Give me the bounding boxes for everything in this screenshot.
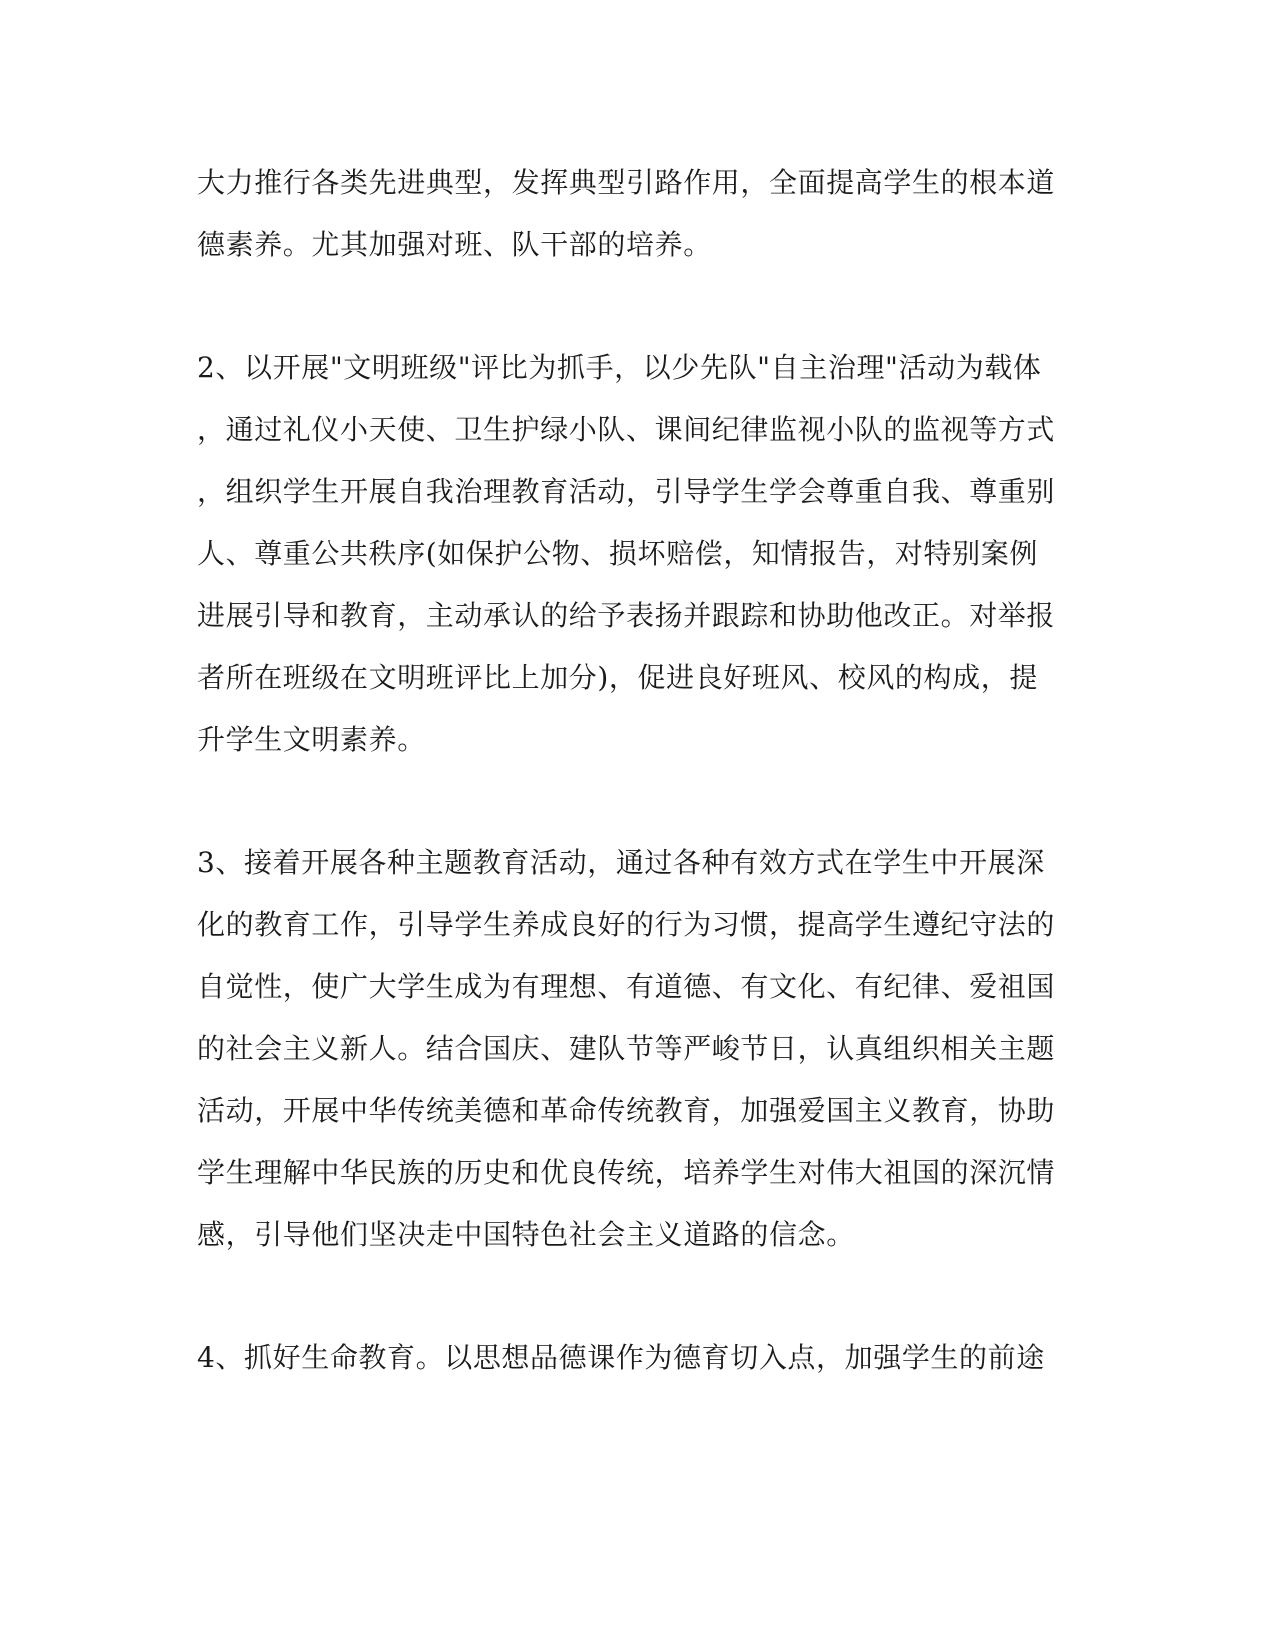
paragraph-3-line-7: 感，引导他们坚决走中国特色社会主义道路的信念。 (197, 1218, 855, 1251)
paragraph-3-line-6: 学生理解中华民族的历史和优良传统，培养学生对伟大祖国的深沉情 (197, 1156, 1056, 1189)
paragraph-3-line-5: 活动，开展中华传统美德和革命传统教育，加强爱国主义教育，协助 (197, 1094, 1056, 1127)
paragraph-3-line-2: 化的教育工作，引导学生养成良好的行为习惯，提高学生遵纪守法的 (197, 908, 1056, 941)
paragraph-3-line-4: 的社会主义新人。结合国庆、建队节等严峻节日，认真组织相关主题 (197, 1032, 1056, 1065)
paragraph-2-line-2: ，通过礼仪小天使、卫生护绿小队、课间纪律监视小队的监视等方式 (197, 413, 1056, 446)
paragraph-2-line-6: 者所在班级在文明班评比上加分)，促进良好班风、校风的构成，提 (197, 661, 1038, 694)
paragraph-2-line-5: 进展引导和教育，主动承认的给予表扬并跟踪和协助他改正。对举报 (197, 599, 1056, 632)
paragraph-2-line-4: 人、尊重公共秩序(如保护公物、损坏赔偿，知情报告，对特别案例 (197, 537, 1038, 570)
paragraph-3-line-1: 3、接着开展各种主题教育活动，通过各种有效方式在学生中开展深 (197, 846, 1045, 879)
paragraph-1-line-1: 大力推行各类先进典型，发挥典型引路作用，全面提高学生的根本道 (197, 166, 1056, 199)
paragraph-3-line-3: 自觉性，使广大学生成为有理想、有道德、有文化、有纪律、爱祖国 (197, 970, 1056, 1003)
paragraph-2-line-3: ，组织学生开展自我治理教育活动，引导学生学会尊重自我、尊重别 (197, 475, 1056, 508)
paragraph-1-line-2: 德素养。尤其加强对班、队干部的培养。 (197, 228, 712, 261)
paragraph-4-line-1: 4、抓好生命教育。以思想品德课作为德育切入点，加强学生的前途 (197, 1341, 1045, 1374)
paragraph-2-line-7: 升学生文明素养。 (197, 723, 426, 756)
paragraph-2-line-1: 2、以开展"文明班级"评比为抓手，以少先队"自主治理"活动为载体 (197, 351, 1042, 384)
